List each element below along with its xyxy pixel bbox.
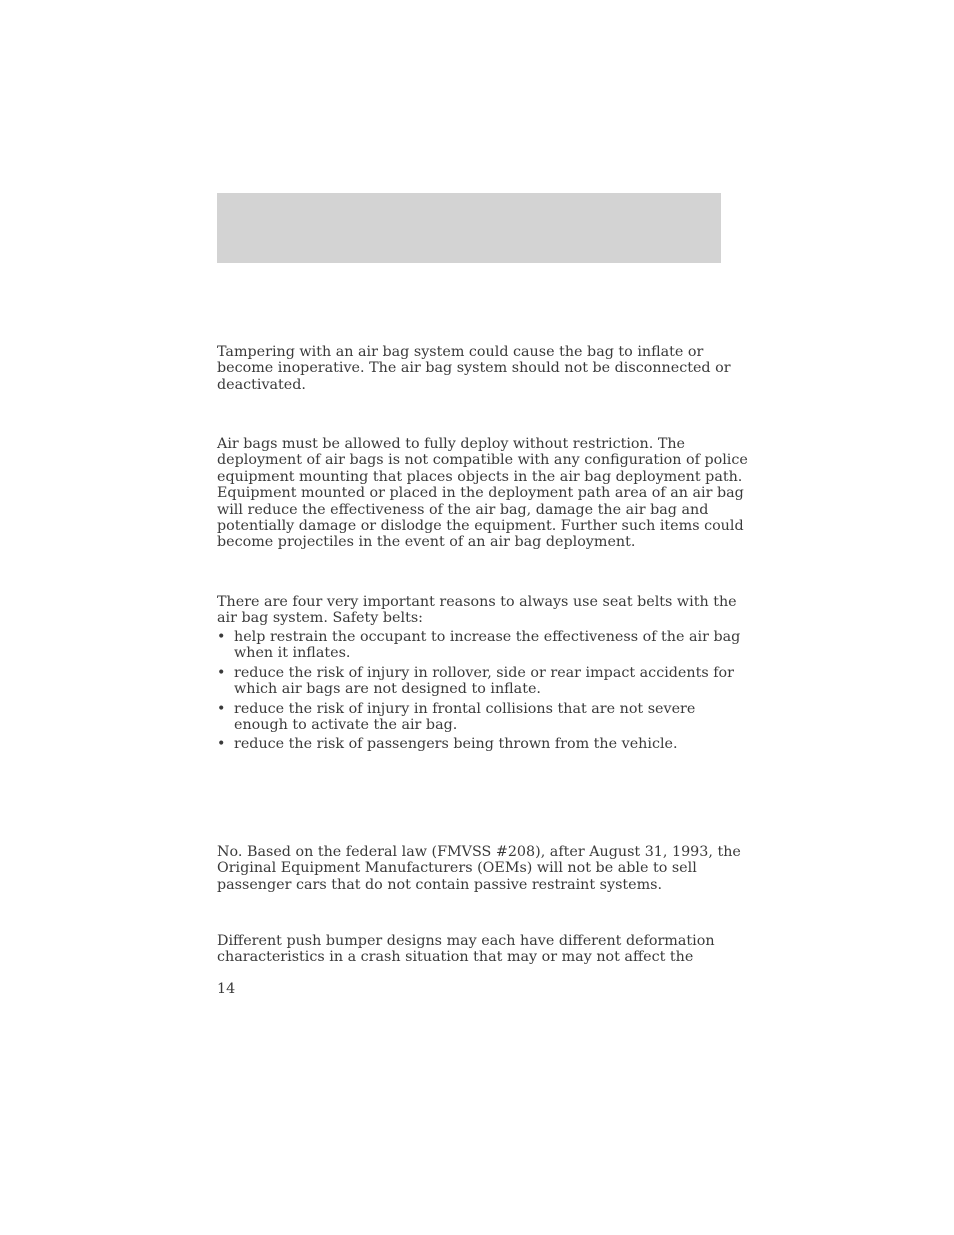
- paragraph-seat-belts: [217, 594, 737, 627]
- text-line: Air bags must be allowed to fully deploy without restriction. The: [217, 436, 686, 452]
- bullet-icon: •: [217, 736, 226, 753]
- text-line: deployment of air bags is not compatible with any configuration of police: [217, 452, 748, 469]
- text-line: Original Equipment Manufacturers (OEMs) will not be able to sell: [217, 860, 697, 877]
- list-item: [217, 664, 734, 698]
- text-line: Different push bumper designs may each have different deformation: [217, 933, 715, 949]
- bullet-icon: •: [217, 664, 226, 681]
- text-line: deactivated.: [217, 376, 306, 393]
- text-line: Tampering with an air bag system could cause the bag to inflate or: [217, 344, 704, 360]
- text-line: characteristics in a crash situation that may or may not affect the: [217, 949, 694, 966]
- list-item: [217, 736, 727, 752]
- text-line: reduce the risk of passengers being thrown from the vehicle.: [234, 736, 678, 753]
- text-line: There are four very important reasons to always use seat belts with the: [217, 594, 737, 610]
- text-line: No. Based on the federal law (FMVSS #208), after August 31, 1993, the: [217, 844, 741, 860]
- text-line: reduce the risk of injury in rollover, side or rear impact accidents for: [234, 664, 734, 681]
- text-line: when it inflates.: [234, 645, 351, 662]
- text-line: become inoperative. The air bag system should not be disconnected or: [217, 360, 731, 377]
- paragraph-push-bumper: [217, 933, 727, 966]
- list-item: [217, 629, 741, 662]
- text-line: air bag system. Safety belts:: [217, 610, 423, 627]
- text-line: passenger cars that do not contain passive restraint systems.: [217, 876, 663, 893]
- text-line: reduce the risk of injury in frontal collisions that are not severe: [234, 700, 696, 717]
- list-item: [217, 701, 727, 734]
- paragraph-tampering: [217, 344, 731, 393]
- text-line: Equipment mounted or placed in the deployment path area of an air bag: [217, 485, 744, 502]
- paragraph-deployment: [217, 436, 748, 551]
- text-line: equipment mounting that places objects in the air bag deployment path.: [217, 468, 743, 485]
- bullet-icon: •: [217, 700, 226, 717]
- text-line: become projectiles in the event of an air bag deployment.: [217, 534, 636, 551]
- paragraph-federal-law: [217, 844, 741, 893]
- page-number: 14: [217, 981, 236, 997]
- safety-belt-reasons-list: [217, 629, 741, 753]
- bullet-icon: •: [217, 629, 226, 645]
- text-line: which air bags are not designed to inflate.: [234, 681, 541, 698]
- text-line: will reduce the effectiveness of the air bag, damage the air bag and: [217, 501, 709, 518]
- text-line: potentially damage or dislodge the equipment. Further such items could: [217, 518, 744, 535]
- section-header-band: [217, 193, 721, 263]
- text-line: help restrain the occupant to increase the effectiveness of the air bag: [234, 629, 741, 645]
- text-line: enough to activate the air bag.: [234, 717, 458, 734]
